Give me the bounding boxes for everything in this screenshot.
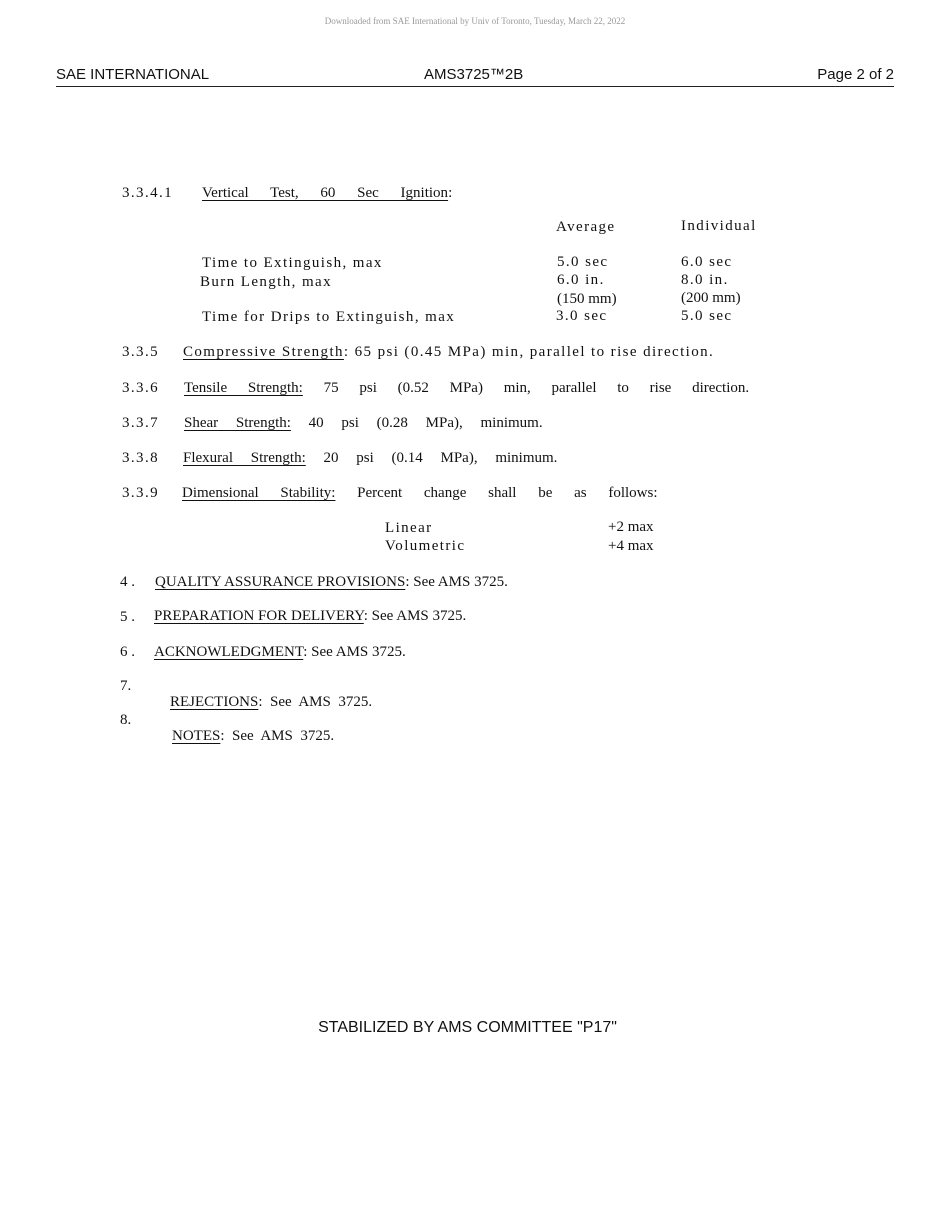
section-text: : 65 psi (0.45 MPa) min, parallel to rise direction. [343,344,715,360]
section-title: PREPARATION FOR DELIVERY [154,608,364,624]
header-rule [56,86,894,87]
section-text: 75 psi (0.52 MPa) min, parallel to rise direction. [323,380,750,396]
section-text: : See AMS 3725. [363,608,467,624]
row-label: Time for Drips to Extinguish, max [202,309,456,325]
section-text: : See AMS 3725. [220,728,335,744]
row-individual: 6.0 sec [681,254,733,270]
section-title: Flexural Strength: [183,450,306,466]
section-text: : See AMS 3725. [405,574,508,590]
section-number: 3.3.7 [122,415,159,431]
row-label: Time to Extinguish, max [202,255,383,271]
stability-label: Linear [385,520,433,536]
section-title: REJECTIONS [170,694,259,710]
section-title: Tensile Strength: [184,380,303,396]
section-text: : See AMS 3725. [303,644,406,660]
row-individual-metric: (200 mm) [681,290,741,306]
section-number: 4 . [120,574,135,590]
stability-value: +2 max [608,519,654,535]
section-text: 20 psi (0.14 MPa), minimum. [323,450,558,466]
row-average-metric: (150 mm) [557,291,617,307]
section-title: Dimensional Stability: [182,485,336,501]
section-number: 5 . [120,609,135,625]
section-title: ACKNOWLEDGMENT [154,644,304,660]
header-org: SAE INTERNATIONAL [56,66,210,83]
section-title: NOTES [172,728,221,744]
section-number: 7. [120,678,132,694]
section-number: 3.3.9 [122,485,159,501]
stability-label: Volumetric [385,538,466,554]
header-page-number: Page 2 of 2 [817,66,894,83]
section-number: 3.3.6 [122,380,159,396]
section-number: 8. [120,712,132,728]
column-header-individual: Individual [681,218,757,234]
section-title: Shear Strength: [184,415,291,431]
section-colon: : [448,185,453,201]
section-number: 6 . [120,644,135,660]
row-individual: 5.0 sec [681,308,733,324]
stabilized-notice: STABILIZED BY AMS COMMITTEE "P17" [318,1019,617,1036]
row-label: Burn Length, max [200,274,332,290]
section-text: 40 psi (0.28 MPa), minimum. [308,415,543,431]
stability-value: +4 max [608,538,654,554]
section-text: : See AMS 3725. [258,694,373,710]
row-average: 6.0 in. [557,272,605,288]
row-average: 5.0 sec [557,254,609,270]
section-number: 3.3.4.1 [122,185,174,201]
section-title: Vertical Test, 60 Sec Ignition [202,185,449,201]
column-header-average: Average [556,219,616,235]
section-title: Compressive Strength [183,344,344,360]
row-average: 3.0 sec [556,308,608,324]
section-text: Percent change shall be as follows: [357,485,658,501]
section-number: 3.3.5 [122,344,159,360]
header-doc-id: AMS3725™2B [424,66,524,83]
row-individual: 8.0 in. [681,272,729,288]
download-watermark: Downloaded from SAE International by Univ of Toronto, Tuesday, March 22, 2022 [324,16,626,26]
section-number: 3.3.8 [122,450,159,466]
section-title: QUALITY ASSURANCE PROVISIONS [155,574,406,590]
